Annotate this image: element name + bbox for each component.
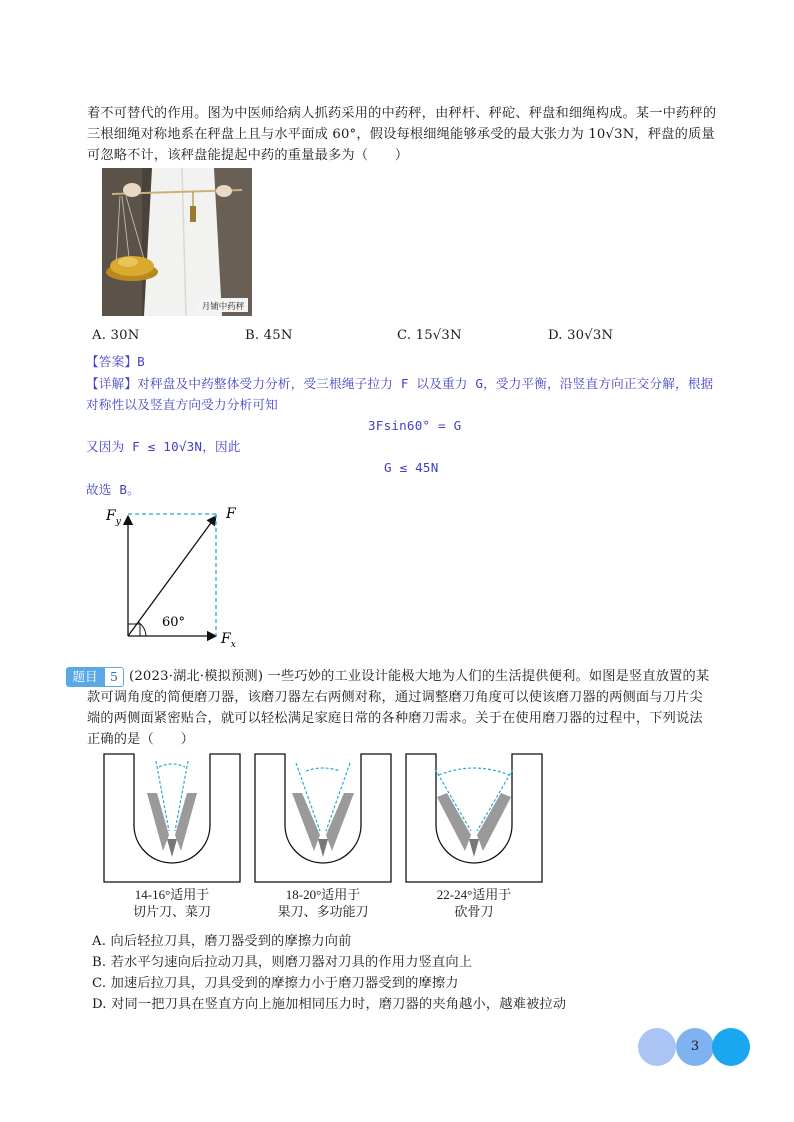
q4-line-2: 三根细绳对称地系在秤盘上且与水平面成 60°，假设每根细绳能够承受的最大张力为 10√3N，秤盘的质量 bbox=[87, 127, 715, 142]
q4-line-1: 着不可替代的作用。图为中医师给病人抓药采用的中药秤，由秤杆、秤砣、秤盘和细绳构成。某一中药秤的 bbox=[87, 106, 717, 121]
sharpener-diagram-1 bbox=[103, 753, 241, 883]
caption-2: 18-20°适用于 果刀、多功能刀 bbox=[277, 887, 369, 919]
q5-line-1: (2023·湖北·模拟预测) 一些巧妙的工业设计能极大地为人们的生活提供便利。如图是竖直放置的某 bbox=[129, 669, 710, 684]
q5-line-4: 正确的是（ ） bbox=[87, 732, 195, 747]
label-fy: $F_y$ bbox=[106, 508, 121, 527]
q4-option-a: A. 30N bbox=[92, 328, 140, 343]
herbal-scale-photo bbox=[102, 168, 252, 316]
q5-option-a: A. 向后轻拉刀具，磨刀器受到的摩擦力向前 bbox=[92, 934, 352, 949]
sharpener-diagram-3 bbox=[405, 753, 543, 883]
equation-1: 3Fsin60° = G bbox=[368, 418, 462, 433]
q4-option-c: C. 15√3N bbox=[397, 328, 462, 343]
page-circle-left bbox=[638, 1028, 676, 1066]
page-circle-right bbox=[712, 1028, 750, 1066]
detail-line-4: 故选 B。 bbox=[86, 482, 140, 497]
label-fx: $F_x$ bbox=[221, 631, 236, 650]
q5-line-2: 款可调角度的简便磨刀器，该磨刀器左右两侧对称，通过调整磨刀角度可以使该磨刀器的两侧面与刀片尖 bbox=[87, 690, 703, 705]
photo-watermark: 月铺中药秤 bbox=[201, 302, 245, 312]
detail-line-1: 【详解】对秤盘及中药整体受力分析，受三根绳子拉力 F 以及重力 G，受力平衡，沿竖直方向正交分解，根据 bbox=[86, 376, 714, 391]
q5-option-c: C. 加速后拉刀具，刀具受到的摩擦力小于磨刀器受到的摩擦力 bbox=[92, 976, 459, 991]
question-badge bbox=[66, 667, 124, 687]
page-number: 3 bbox=[690, 1039, 700, 1054]
q4-line-3: 可忽略不计，该秤盘能提起中药的重量最多为（ ） bbox=[87, 148, 409, 163]
sharpener-diagram-2 bbox=[254, 753, 392, 883]
q5-line-3: 端的两侧面紧密贴合，就可以轻松满足家庭日常的各种磨刀需求。关于在使用磨刀器的过程中，下列说法 bbox=[87, 711, 703, 726]
detail-line-2: 对称性以及竖直方向受力分析可知 bbox=[86, 397, 278, 412]
badge-label: 题目 bbox=[66, 667, 104, 687]
label-angle: 60° bbox=[162, 615, 186, 630]
q5-option-d: D. 对同一把刀具在竖直方向上施加相同压力时，磨刀器的夹角越小，越难被拉动 bbox=[92, 997, 567, 1012]
badge-number: 5 bbox=[104, 667, 124, 687]
equation-2: G ≤ 45N bbox=[384, 460, 439, 475]
q4-option-d: D. 30√3N bbox=[548, 328, 614, 343]
label-f: F bbox=[226, 506, 236, 522]
q5-option-b: B. 若水平匀速向后拉动刀具，则磨刀器对刀具的作用力竖直向上 bbox=[92, 955, 473, 970]
caption-3: 22-24°适用于 砍骨刀 bbox=[436, 887, 512, 919]
q4-option-b: B. 45N bbox=[245, 328, 293, 343]
force-diagram bbox=[100, 502, 260, 652]
answer-line: 【答案】B bbox=[86, 354, 145, 369]
caption-1: 14-16°适用于 切片刀、菜刀 bbox=[132, 887, 211, 919]
detail-line-3: 又因为 F ≤ 10√3N，因此 bbox=[86, 439, 241, 454]
